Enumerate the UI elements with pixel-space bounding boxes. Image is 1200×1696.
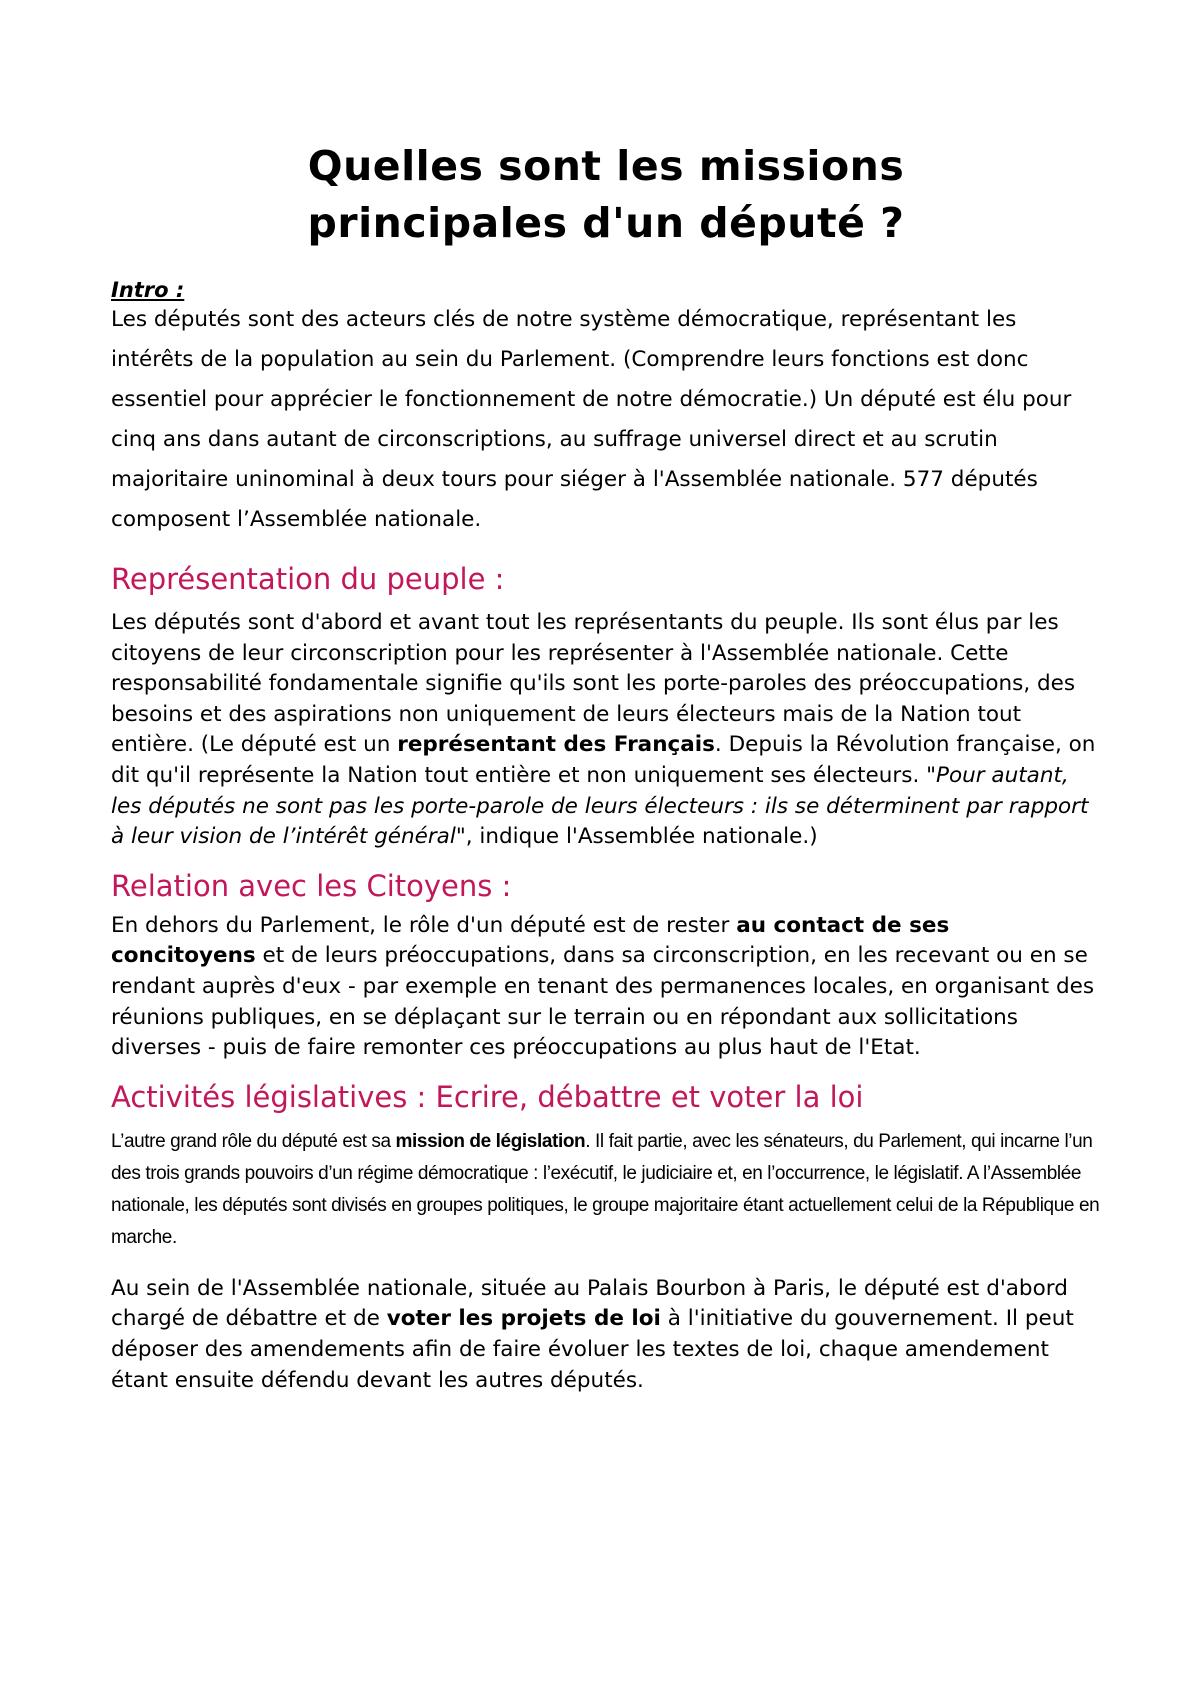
representation-text-1: Les députés sont d'abord et avant tout les représentants du peuple. Ils sont élus par les citoyens de leur circonscription pour les représenter à l'Assemblée nationale. Cette responsabilité fondamentale signifie qu'ils sont les porte-paroles des préoccupations, des besoins et des aspirations non uniquement de leurs électeurs mais de la Nation tout entière. (Le député est un	[111, 610, 1076, 758]
assemblee-paragraph	[111, 1274, 1101, 1396]
assemblee-bold: voter les projets de loi	[386, 1306, 661, 1332]
section-heading-citoyens: Relation avec les Citoyens :	[111, 868, 512, 903]
page-title	[111, 138, 1101, 252]
citoyens-bold: au contact de ses concitoyens	[111, 912, 950, 969]
legislation-paragraph	[111, 1126, 1101, 1254]
legislation-text-1: L’autre grand rôle du député est sa	[111, 1130, 396, 1152]
representation-text-3: ", indique l'Assemblée nationale.)	[455, 824, 818, 850]
section-heading-legislatives: Activités législatives : Ecrire, débattre et voter la loi	[111, 1079, 864, 1114]
title-line-2: principales d'un député ?	[307, 199, 905, 247]
legislation-bold: mission de législation	[395, 1130, 586, 1152]
assemblee-text-2: à l'initiative du gouvernement. Il peut déposer des amendements afin de faire évoluer les textes de loi, chaque amendement étant ensuite défendu devant les autres députés.	[111, 1306, 1074, 1393]
title-line-1: Quelles sont les missions	[307, 142, 905, 190]
document-page	[111, 138, 1101, 1396]
citoyens-text-2: et de leurs préoccupations, dans sa circonscription, en les recevant ou en se rendant auprès d'eux - par exemple en tenant des permanences locales, en organisant des réunions publiques, en se déplaçant sur le terrain ou en répondant aux sollicitations diverses - puis de faire remonter ces préoccupations au plus haut de l'Etat.	[111, 943, 1095, 1061]
representation-paragraph	[111, 608, 1101, 853]
representation-bold: représentant des Français	[397, 732, 715, 758]
representation-text-2: . Depuis la Révolution française, on dit qu'il représente la Nation tout entière et non uniquement ses électeurs. "	[111, 732, 1096, 788]
representation-quote: Pour autant, les députés ne sont pas les porte-parole de leurs électeurs : ils se déterminent par rapport à leur vision de l’intérêt général	[111, 762, 1089, 850]
legislation-text-2: . Il fait partie, avec les sénateurs, du Parlement, qui incarne l’un des trois grands pouvoirs d’un régime démocratique : l’exécutif, le judiciaire et, en l’occurrence, le législatif. A l’Assemblée nationale, les députés sont divisés en groupes politiques, le groupe majoritaire étant actuellement celui de la République en marche.	[111, 1130, 1100, 1248]
citoyens-paragraph	[111, 911, 1101, 1064]
intro-paragraph: Les députés sont des acteurs clés de notre système démocratique, représentant les intérêts de la population au sein du Parlement. (Comprendre leurs fonctions est donc essentiel pour apprécier le fonctionnement de notre démocratie.) Un député est élu pour cinq ans dans autant de circonscriptions, au suffrage universel direct et au scrutin majoritaire uninominal à deux tours pour siéger à l'Assemblée nationale. 577 députés composent l’Assemblée nationale.	[111, 307, 1072, 532]
section-heading-representation: Représentation du peuple :	[111, 562, 505, 596]
intro-label: Intro :	[111, 278, 185, 302]
assemblee-text-1: Au sein de l'Assemblée nationale, située au Palais Bourbon à Paris, le député est d'abord chargé de débattre et de	[111, 1275, 1068, 1332]
citoyens-text-1: En dehors du Parlement, le rôle d'un député est de rester	[111, 912, 737, 938]
